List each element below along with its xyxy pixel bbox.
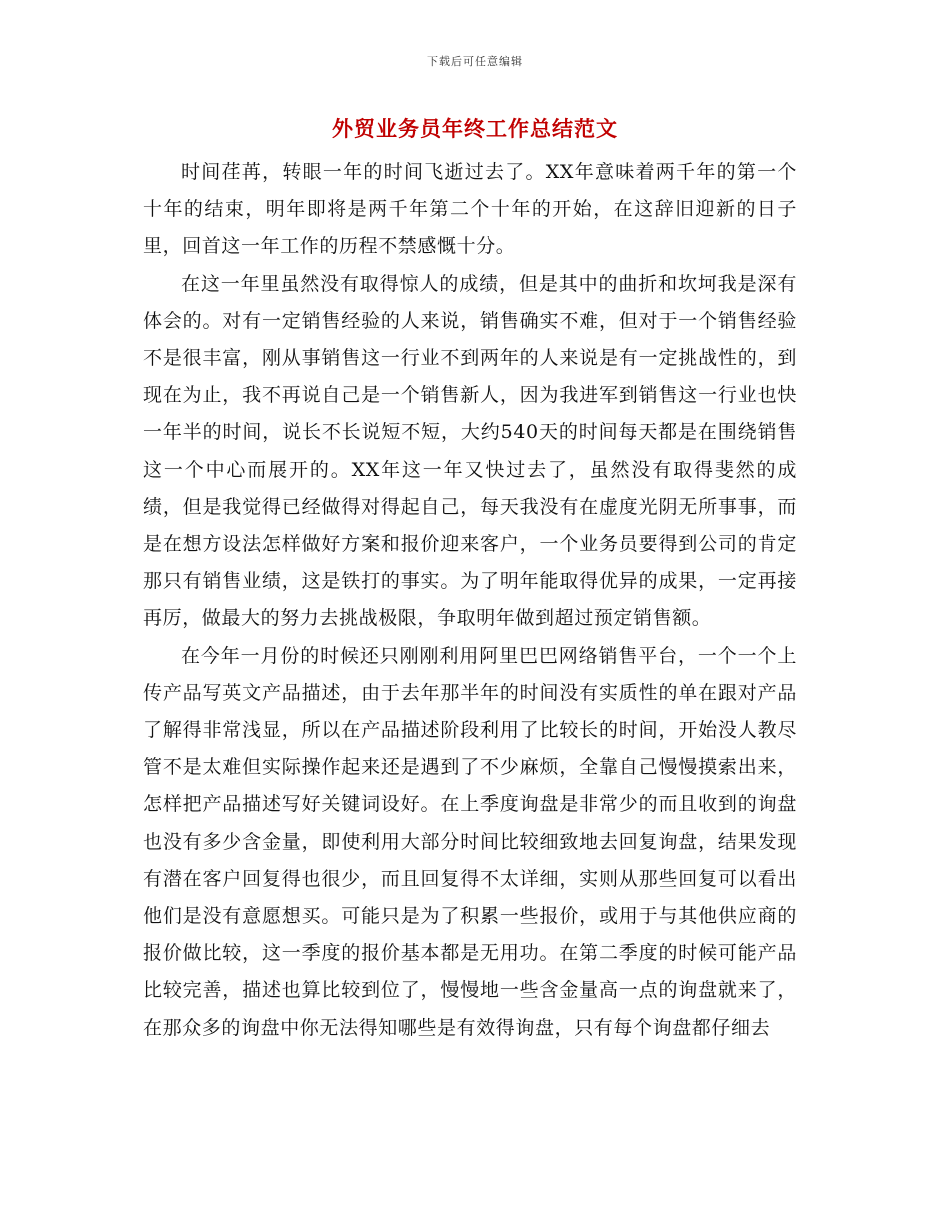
header-note: 下载后可任意编辑 — [427, 55, 523, 68]
paragraph-1: 时间荏苒，转眼一年的时间飞逝过去了。XX年意味着两千年的第一个十年的结束，明年即将是两千年第二个十年的开始，在这辞旧迎新的日子里，回首这一年工作的历程不禁感慨十分。 — [143, 161, 797, 258]
paragraph-2: 在这一年里虽然没有取得惊人的成绩，但是其中的曲折和坎坷我是深有体会的。对有一定销售经验的人来说，销售确实不难，但对于一个销售经验不是很丰富，刚从事销售这一行业不到两年的人来说是有一定挑战性的，到现在为止，我不再说自己是一个销售新人，因为我进军到销售这一行业也快一年半的时间，说长不长说短不短，大约540天的时间每天都是在围绕销售这一个中心而展开的。XX年这一年又快过去了，虽然没有取得斐然的成绩，但是我觉得已经做得对得起自己，每天我没有在虚度光阴无所事事，而是在想方设法怎样做好方案和报价迎来客户，一个业务员要得到公司的肯定那只有销售业绩，这是铁打的事实。为了明年能取得优异的成果，一定再接再厉，做最大的努力去挑战极限，争取明年做到超过预定销售额。 — [143, 272, 797, 630]
paragraph-3: 在今年一月份的时候还只刚刚利用阿里巴巴网络销售平台，一个一个上传产品写英文产品描述，由于去年那半年的时间没有实质性的单在跟对产品了解得非常浅显，所以在产品描述阶段利用了比较长的时间，开始没人教尽管不是太难但实际操作起来还是遇到了不少麻烦，全靠自己慢慢摸索出来，怎样把产品描述写好关键词设好。在上季度询盘是非常少的而且收到的询盘也没有多少含金量，即使利用大部分时间比较细致地去回复询盘，结果发现有潜在客户回复得也很少，而且回复得不太详细，实则从那些回复可以看出他们是没有意愿想买。可能只是为了积累一些报价，或用于与其他供应商的报价做比较，这一季度的报价基本都是无用功。在第二季度的时候可能产品比较完善，描述也算比较到位了，慢慢地一些含金量高一点的询盘就来了，在那众多的询盘中你无法得知哪些是有效得询盘，只有每个询盘都仔细去 — [143, 644, 797, 1039]
document-body — [143, 154, 797, 1047]
document-title: 外贸业务员年终工作总结范文 — [332, 116, 618, 141]
